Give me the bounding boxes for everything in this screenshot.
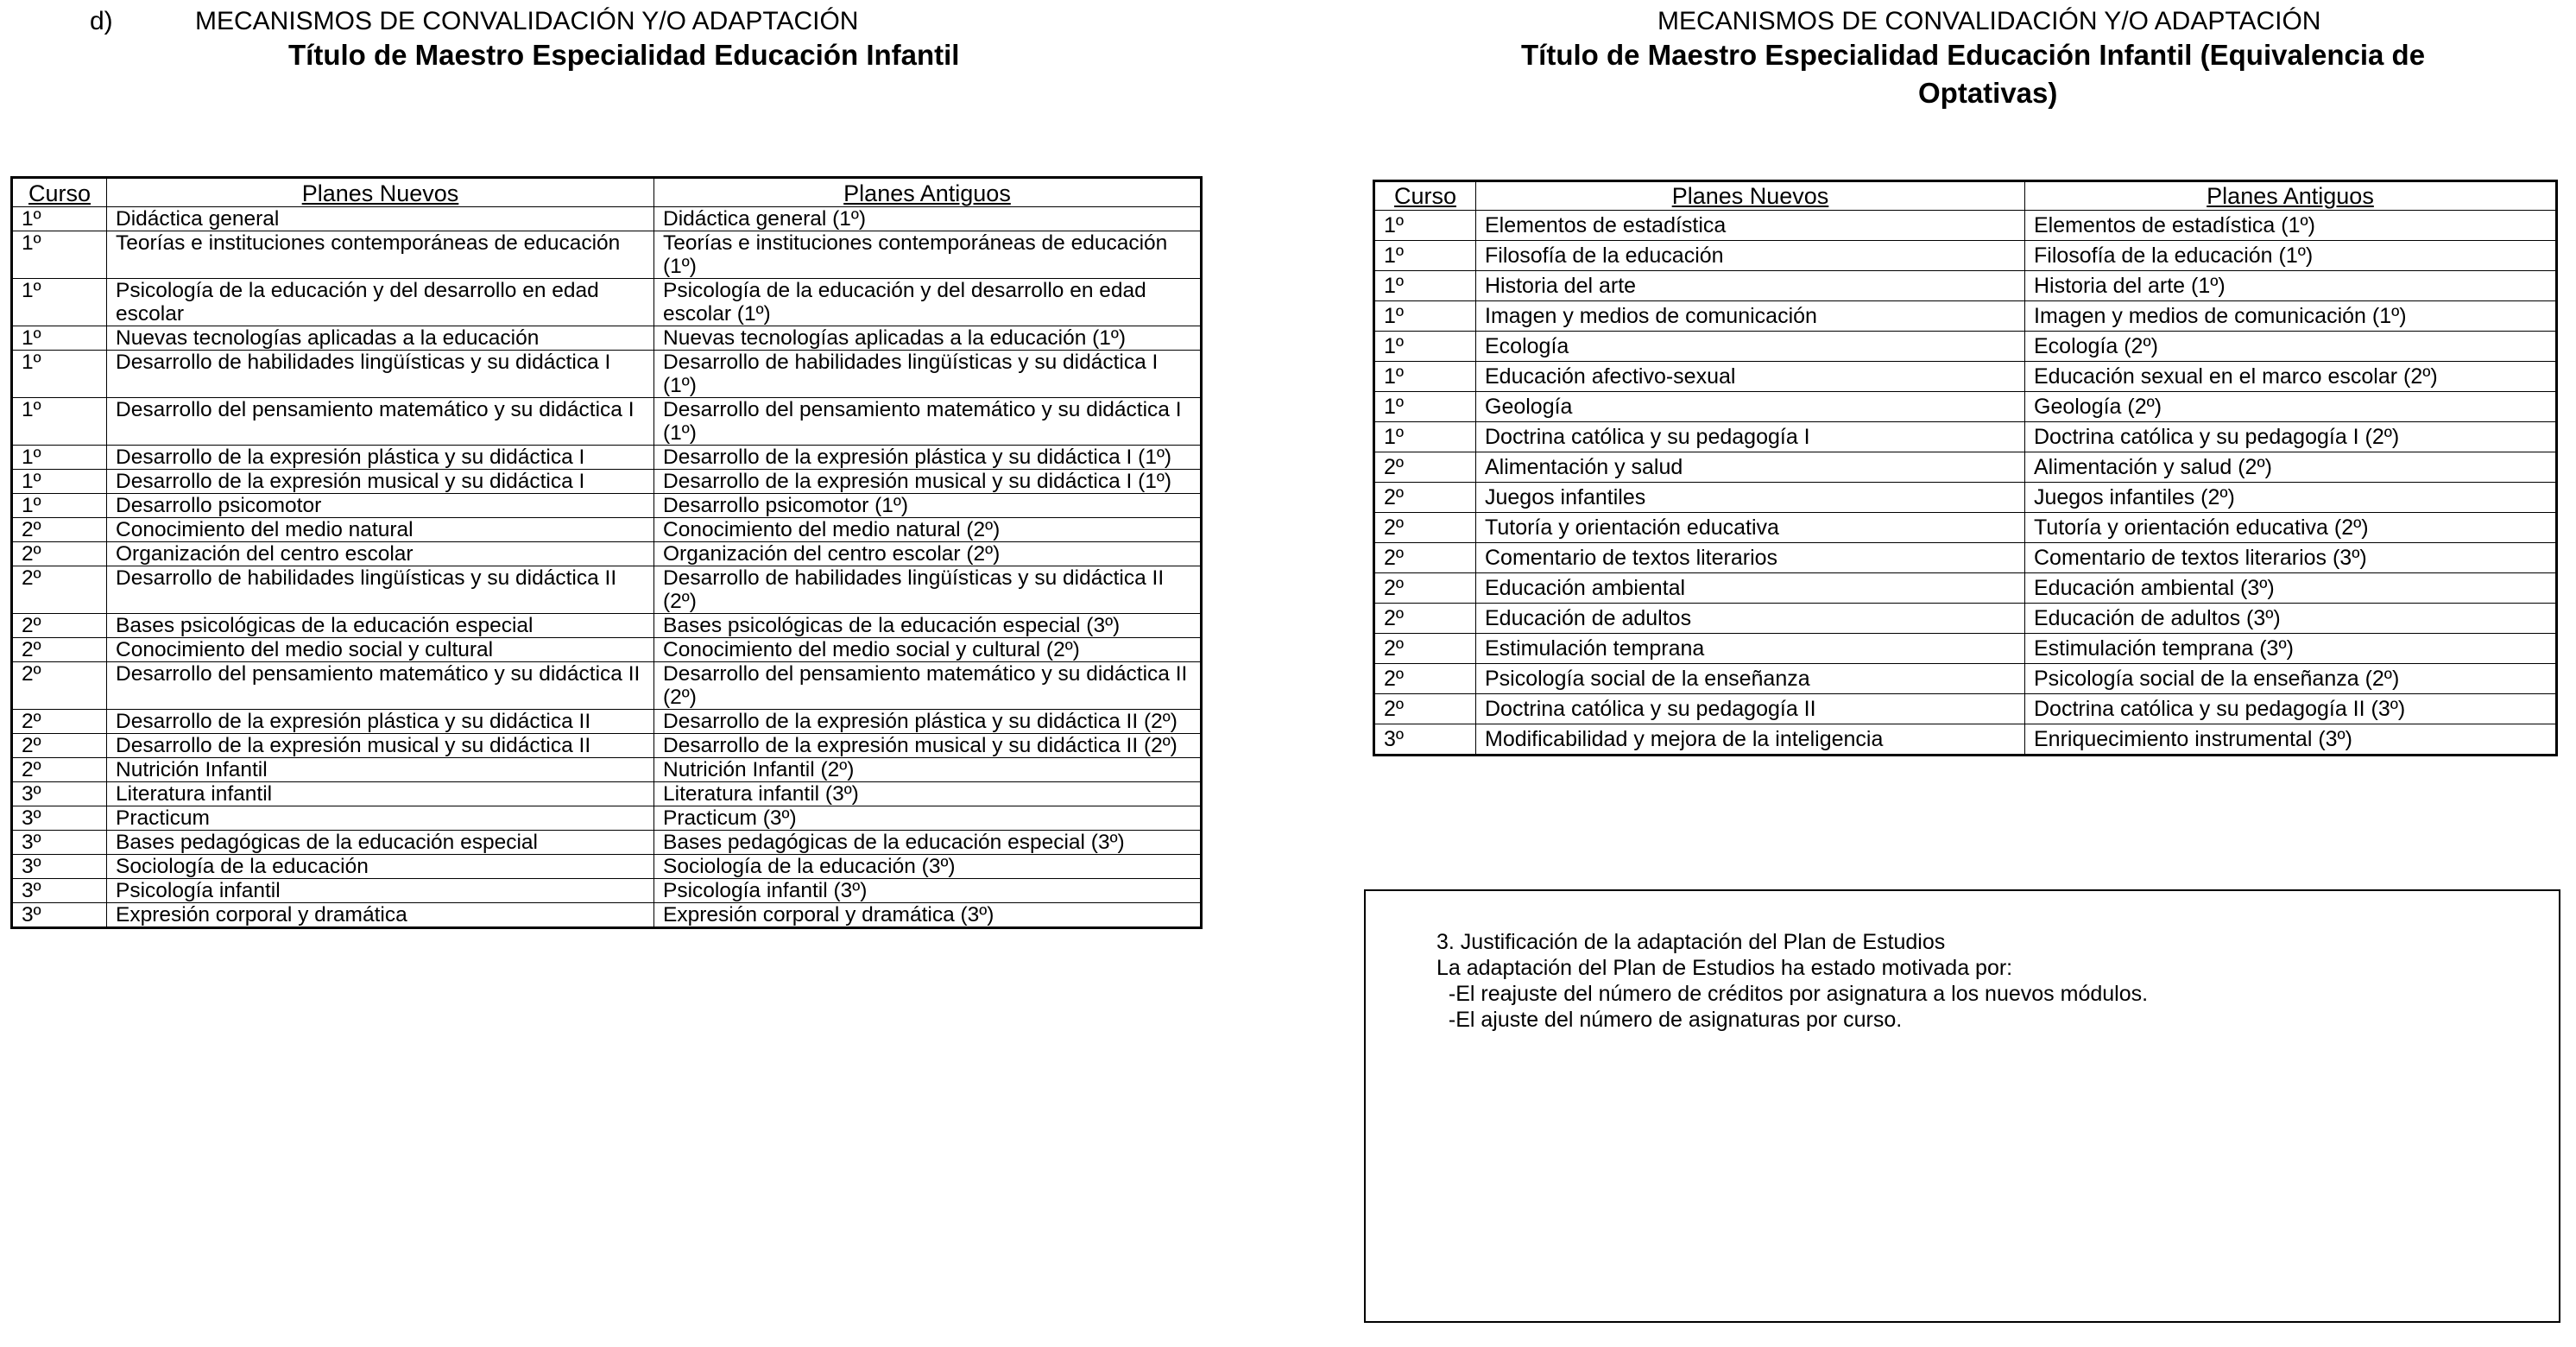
planes-nuevos-cell: Desarrollo de la expresión musical y su didáctica I bbox=[107, 470, 654, 494]
planes-nuevos-cell: Expresión corporal y dramática bbox=[107, 903, 654, 928]
planes-antiguos-cell: Didáctica general (1º) bbox=[654, 207, 1202, 231]
planes-nuevos-cell: Desarrollo de habilidades lingüísticas y su didáctica I bbox=[107, 351, 654, 398]
planes-nuevos-cell: Desarrollo de la expresión plástica y su didáctica I bbox=[107, 446, 654, 470]
planes-nuevos-cell: Filosofía de la educación bbox=[1476, 241, 2025, 271]
planes-nuevos-cell: Desarrollo de la expresión musical y su didáctica II bbox=[107, 734, 654, 758]
curso-cell: 3º bbox=[12, 806, 107, 831]
curso-cell: 1º bbox=[12, 398, 107, 446]
planes-antiguos-cell: Desarrollo de la expresión musical y su didáctica I (1º) bbox=[654, 470, 1202, 494]
planes-nuevos-cell: Desarrollo psicomotor bbox=[107, 494, 654, 518]
planes-nuevos-cell: Tutoría y orientación educativa bbox=[1476, 513, 2025, 543]
table-row bbox=[1374, 271, 2557, 301]
planes-nuevos-cell: Didáctica general bbox=[107, 207, 654, 231]
planes-antiguos-cell: Literatura infantil (3º) bbox=[654, 782, 1202, 806]
table-row bbox=[1374, 362, 2557, 392]
curso-cell: 1º bbox=[12, 470, 107, 494]
planes-nuevos-cell: Practicum bbox=[107, 806, 654, 831]
table-row bbox=[12, 782, 1202, 806]
curso-cell: 1º bbox=[1374, 301, 1476, 332]
table-row bbox=[12, 470, 1202, 494]
planes-antiguos-cell: Elementos de estadística (1º) bbox=[2025, 211, 2557, 241]
justification-intro: La adaptación del Plan de Estudios ha estado motivada por: bbox=[1436, 956, 2013, 980]
curso-cell: 2º bbox=[1374, 513, 1476, 543]
curso-cell: 3º bbox=[12, 855, 107, 879]
planes-nuevos-cell: Desarrollo de la expresión plástica y su didáctica II bbox=[107, 710, 654, 734]
planes-antiguos-cell: Bases pedagógicas de la educación especial (3º) bbox=[654, 831, 1202, 855]
planes-antiguos-cell: Expresión corporal y dramática (3º) bbox=[654, 903, 1202, 928]
table-row bbox=[12, 351, 1202, 398]
planes-nuevos-cell: Psicología social de la enseñanza bbox=[1476, 664, 2025, 694]
table-row bbox=[1374, 301, 2557, 332]
planes-antiguos-cell: Sociología de la educación (3º) bbox=[654, 855, 1202, 879]
planes-antiguos-cell: Filosofía de la educación (1º) bbox=[2025, 241, 2557, 271]
table-row bbox=[12, 566, 1202, 614]
table-row bbox=[1374, 211, 2557, 241]
planes-nuevos-cell: Educación de adultos bbox=[1476, 604, 2025, 634]
curso-cell: 1º bbox=[1374, 271, 1476, 301]
table-row bbox=[1374, 573, 2557, 604]
curso-cell: 2º bbox=[12, 734, 107, 758]
table-row bbox=[1374, 664, 2557, 694]
curso-cell: 2º bbox=[1374, 634, 1476, 664]
curso-cell: 2º bbox=[12, 710, 107, 734]
planes-antiguos-cell: Desarrollo psicomotor (1º) bbox=[654, 494, 1202, 518]
section-marker: d) bbox=[90, 7, 113, 35]
table-row bbox=[1374, 513, 2557, 543]
curso-cell: 2º bbox=[12, 566, 107, 614]
planes-antiguos-cell: Bases psicológicas de la educación especial (3º) bbox=[654, 614, 1202, 638]
table-row bbox=[12, 326, 1202, 351]
table-row bbox=[1374, 452, 2557, 483]
planes-nuevos-cell: Elementos de estadística bbox=[1476, 211, 2025, 241]
planes-antiguos-cell: Practicum (3º) bbox=[654, 806, 1202, 831]
planes-nuevos-cell: Conocimiento del medio natural bbox=[107, 518, 654, 542]
right-title-line1: Título de Maestro Especialidad Educación Infantil (Equivalencia de bbox=[1521, 39, 2426, 71]
table-row bbox=[12, 710, 1202, 734]
table-row bbox=[12, 879, 1202, 903]
planes-antiguos-cell: Enriquecimiento instrumental (3º) bbox=[2025, 724, 2557, 756]
curso-cell: 1º bbox=[12, 207, 107, 231]
planes-nuevos-cell: Conocimiento del medio social y cultural bbox=[107, 638, 654, 662]
planes-antiguos-cell: Desarrollo de la expresión plástica y su didáctica II (2º) bbox=[654, 710, 1202, 734]
planes-nuevos-cell: Bases psicológicas de la educación especial bbox=[107, 614, 654, 638]
planes-nuevos-cell: Bases pedagógicas de la educación especial bbox=[107, 831, 654, 855]
planes-nuevos-cell: Desarrollo de habilidades lingüísticas y su didáctica II bbox=[107, 566, 654, 614]
table-row bbox=[12, 903, 1202, 928]
planes-nuevos-cell: Historia del arte bbox=[1476, 271, 2025, 301]
planes-nuevos-cell: Geología bbox=[1476, 392, 2025, 422]
left-equivalence-table bbox=[10, 176, 1203, 929]
curso-cell: 1º bbox=[12, 279, 107, 326]
table-row bbox=[12, 734, 1202, 758]
justification-item: -El reajuste del número de créditos por asignatura a los nuevos módulos. bbox=[1436, 982, 2149, 1006]
planes-antiguos-cell: Desarrollo de habilidades lingüísticas y su didáctica II (2º) bbox=[654, 566, 1202, 614]
planes-antiguos-cell: Nuevas tecnologías aplicadas a la educación (1º) bbox=[654, 326, 1202, 351]
planes-antiguos-cell: Comentario de textos literarios (3º) bbox=[2025, 543, 2557, 573]
table-row bbox=[1374, 392, 2557, 422]
curso-cell: 1º bbox=[1374, 392, 1476, 422]
curso-cell: 2º bbox=[12, 638, 107, 662]
curso-cell: 2º bbox=[1374, 604, 1476, 634]
planes-nuevos-cell: Nuevas tecnologías aplicadas a la educación bbox=[107, 326, 654, 351]
planes-nuevos-cell: Teorías e instituciones contemporáneas de educación bbox=[107, 231, 654, 279]
planes-antiguos-cell: Psicología social de la enseñanza (2º) bbox=[2025, 664, 2557, 694]
planes-antiguos-cell: Educación de adultos (3º) bbox=[2025, 604, 2557, 634]
curso-cell: 3º bbox=[12, 831, 107, 855]
curso-cell: 2º bbox=[1374, 573, 1476, 604]
column-header: Curso bbox=[1374, 181, 1476, 211]
table-row bbox=[1374, 483, 2557, 513]
table-row bbox=[12, 855, 1202, 879]
planes-antiguos-cell: Desarrollo de habilidades lingüísticas y su didáctica I (1º) bbox=[654, 351, 1202, 398]
curso-cell: 2º bbox=[1374, 452, 1476, 483]
table-header-row bbox=[1374, 181, 2557, 211]
planes-nuevos-cell: Psicología de la educación y del desarrollo en edad escolar bbox=[107, 279, 654, 326]
table-row bbox=[12, 231, 1202, 279]
curso-cell: 1º bbox=[12, 494, 107, 518]
table-row bbox=[12, 398, 1202, 446]
curso-cell: 2º bbox=[1374, 664, 1476, 694]
planes-antiguos-cell: Doctrina católica y su pedagogía II (3º) bbox=[2025, 694, 2557, 724]
planes-nuevos-cell: Alimentación y salud bbox=[1476, 452, 2025, 483]
table-row bbox=[12, 518, 1202, 542]
right-title-line2: Optativas) bbox=[1918, 77, 2058, 109]
planes-nuevos-cell: Educación afectivo-sexual bbox=[1476, 362, 2025, 392]
planes-antiguos-cell: Alimentación y salud (2º) bbox=[2025, 452, 2557, 483]
planes-antiguos-cell: Imagen y medios de comunicación (1º) bbox=[2025, 301, 2557, 332]
planes-nuevos-cell: Desarrollo del pensamiento matemático y su didáctica I bbox=[107, 398, 654, 446]
curso-cell: 2º bbox=[12, 662, 107, 710]
planes-antiguos-cell: Conocimiento del medio social y cultural (2º) bbox=[654, 638, 1202, 662]
curso-cell: 2º bbox=[1374, 694, 1476, 724]
planes-antiguos-cell: Historia del arte (1º) bbox=[2025, 271, 2557, 301]
planes-antiguos-cell: Desarrollo de la expresión musical y su didáctica II (2º) bbox=[654, 734, 1202, 758]
right-heading: MECANISMOS DE CONVALIDACIÓN Y/O ADAPTACIÓN bbox=[1657, 7, 2321, 35]
curso-cell: 3º bbox=[1374, 724, 1476, 756]
planes-antiguos-cell: Juegos infantiles (2º) bbox=[2025, 483, 2557, 513]
curso-cell: 2º bbox=[12, 758, 107, 782]
table-row bbox=[12, 542, 1202, 566]
planes-nuevos-cell: Psicología infantil bbox=[107, 879, 654, 903]
curso-cell: 1º bbox=[12, 231, 107, 279]
right-equivalence-table bbox=[1373, 180, 2558, 756]
planes-nuevos-cell: Ecología bbox=[1476, 332, 2025, 362]
column-header: Planes Nuevos bbox=[107, 178, 654, 207]
curso-cell: 1º bbox=[12, 446, 107, 470]
planes-antiguos-cell: Educación ambiental (3º) bbox=[2025, 573, 2557, 604]
curso-cell: 2º bbox=[1374, 483, 1476, 513]
justification-item: -El ajuste del número de asignaturas por curso. bbox=[1436, 1008, 1903, 1032]
table-row bbox=[1374, 634, 2557, 664]
planes-nuevos-cell: Sociología de la educación bbox=[107, 855, 654, 879]
curso-cell: 3º bbox=[12, 879, 107, 903]
table-row bbox=[1374, 241, 2557, 271]
curso-cell: 1º bbox=[1374, 422, 1476, 452]
curso-cell: 1º bbox=[1374, 332, 1476, 362]
column-header: Planes Antiguos bbox=[2025, 181, 2557, 211]
planes-antiguos-cell: Conocimiento del medio natural (2º) bbox=[654, 518, 1202, 542]
table-row bbox=[12, 494, 1202, 518]
curso-cell: 3º bbox=[12, 903, 107, 928]
table-row bbox=[12, 446, 1202, 470]
planes-nuevos-cell: Comentario de textos literarios bbox=[1476, 543, 2025, 573]
table-row bbox=[1374, 422, 2557, 452]
planes-antiguos-cell: Desarrollo del pensamiento matemático y su didáctica I (1º) bbox=[654, 398, 1202, 446]
planes-nuevos-cell: Juegos infantiles bbox=[1476, 483, 2025, 513]
table-row bbox=[1374, 724, 2557, 756]
table-row bbox=[12, 758, 1202, 782]
curso-cell: 1º bbox=[12, 351, 107, 398]
table-row bbox=[1374, 604, 2557, 634]
planes-antiguos-cell: Desarrollo del pensamiento matemático y su didáctica II (2º) bbox=[654, 662, 1202, 710]
planes-antiguos-cell: Organización del centro escolar (2º) bbox=[654, 542, 1202, 566]
planes-nuevos-cell: Modificabilidad y mejora de la inteligencia bbox=[1476, 724, 2025, 756]
curso-cell: 1º bbox=[1374, 241, 1476, 271]
curso-cell: 2º bbox=[1374, 543, 1476, 573]
column-header: Curso bbox=[12, 178, 107, 207]
planes-antiguos-cell: Estimulación temprana (3º) bbox=[2025, 634, 2557, 664]
planes-antiguos-cell: Psicología de la educación y del desarrollo en edad escolar (1º) bbox=[654, 279, 1202, 326]
left-title: Título de Maestro Especialidad Educación Infantil bbox=[288, 39, 960, 71]
table-row bbox=[12, 614, 1202, 638]
planes-antiguos-cell: Desarrollo de la expresión plástica y su didáctica I (1º) bbox=[654, 446, 1202, 470]
table-row bbox=[1374, 332, 2557, 362]
table-row bbox=[12, 279, 1202, 326]
planes-antiguos-cell: Doctrina católica y su pedagogía I (2º) bbox=[2025, 422, 2557, 452]
planes-nuevos-cell: Educación ambiental bbox=[1476, 573, 2025, 604]
table-row bbox=[12, 806, 1202, 831]
planes-antiguos-cell: Ecología (2º) bbox=[2025, 332, 2557, 362]
planes-antiguos-cell: Geología (2º) bbox=[2025, 392, 2557, 422]
justification-box bbox=[1364, 889, 2560, 1323]
planes-nuevos-cell: Imagen y medios de comunicación bbox=[1476, 301, 2025, 332]
planes-nuevos-cell: Organización del centro escolar bbox=[107, 542, 654, 566]
planes-nuevos-cell: Nutrición Infantil bbox=[107, 758, 654, 782]
planes-antiguos-cell: Educación sexual en el marco escolar (2º) bbox=[2025, 362, 2557, 392]
column-header: Planes Nuevos bbox=[1476, 181, 2025, 211]
curso-cell: 1º bbox=[1374, 362, 1476, 392]
table-row bbox=[12, 662, 1202, 710]
table-row bbox=[1374, 694, 2557, 724]
curso-cell: 2º bbox=[12, 614, 107, 638]
table-row bbox=[1374, 543, 2557, 573]
left-heading: MECANISMOS DE CONVALIDACIÓN Y/O ADAPTACIÓN bbox=[195, 7, 859, 35]
planes-antiguos-cell: Tutoría y orientación educativa (2º) bbox=[2025, 513, 2557, 543]
curso-cell: 1º bbox=[12, 326, 107, 351]
planes-antiguos-cell: Psicología infantil (3º) bbox=[654, 879, 1202, 903]
curso-cell: 1º bbox=[1374, 211, 1476, 241]
justification-heading: 3. Justificación de la adaptación del Plan de Estudios bbox=[1436, 930, 1946, 954]
planes-nuevos-cell: Estimulación temprana bbox=[1476, 634, 2025, 664]
table-header-row bbox=[12, 178, 1202, 207]
table-row bbox=[12, 207, 1202, 231]
planes-nuevos-cell: Literatura infantil bbox=[107, 782, 654, 806]
planes-nuevos-cell: Doctrina católica y su pedagogía I bbox=[1476, 422, 2025, 452]
curso-cell: 2º bbox=[12, 518, 107, 542]
curso-cell: 3º bbox=[12, 782, 107, 806]
curso-cell: 2º bbox=[12, 542, 107, 566]
table-row bbox=[12, 638, 1202, 662]
planes-nuevos-cell: Doctrina católica y su pedagogía II bbox=[1476, 694, 2025, 724]
column-header: Planes Antiguos bbox=[654, 178, 1202, 207]
planes-antiguos-cell: Nutrición Infantil (2º) bbox=[654, 758, 1202, 782]
table-row bbox=[12, 831, 1202, 855]
planes-antiguos-cell: Teorías e instituciones contemporáneas de educación (1º) bbox=[654, 231, 1202, 279]
planes-nuevos-cell: Desarrollo del pensamiento matemático y su didáctica II bbox=[107, 662, 654, 710]
